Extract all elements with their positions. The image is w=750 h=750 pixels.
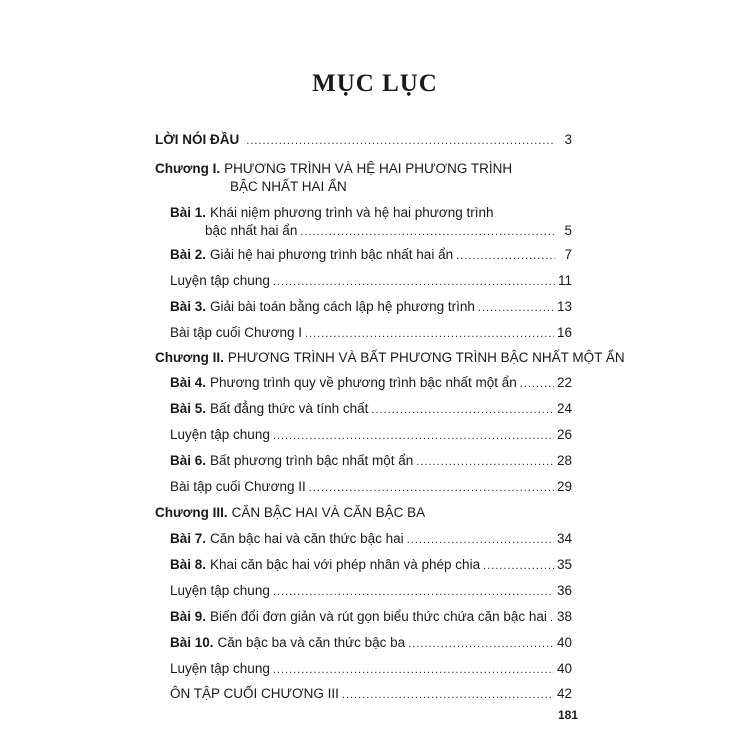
dot-leader <box>407 529 554 551</box>
entry-label: Bài 9. <box>170 609 207 624</box>
toc-entry[interactable] <box>170 632 572 654</box>
entry-page: 28 <box>556 453 572 468</box>
entry-text: Giải bài toán bằng cách lập hệ phương trình <box>210 299 475 314</box>
chapter-label: Chương III. <box>155 505 228 520</box>
toc-entry[interactable] <box>170 476 572 498</box>
entry-text: Căn bậc ba và căn thức bậc ba <box>217 635 406 650</box>
chapter-label: Chương II. <box>155 350 224 365</box>
entry-label: Bài 7. <box>170 531 207 546</box>
entry-page: 29 <box>556 479 572 494</box>
entry-page: 42 <box>556 686 572 701</box>
dot-leader <box>305 323 554 345</box>
toc-entry[interactable] <box>170 528 572 550</box>
entry-text: Phương trình quy về phương trình bậc nhất một ẩn <box>210 375 517 390</box>
entry-label: Bài 2. <box>170 247 207 262</box>
entry-page: 22 <box>556 375 572 390</box>
dot-leader <box>273 659 554 681</box>
entry-page: 38 <box>556 609 572 624</box>
toc-entry[interactable] <box>170 398 572 420</box>
entry-text: bậc nhất hai ẩn <box>205 223 298 238</box>
dot-leader <box>273 581 554 603</box>
entry-page: 16 <box>556 325 572 340</box>
entry-label: LỜI NÓI ĐẦU <box>155 132 240 147</box>
entry-text: Luyện tập chung <box>170 661 270 676</box>
dot-leader <box>456 245 555 267</box>
chapter-title: PHƯƠNG TRÌNH VÀ BẤT PHƯƠNG TRÌNH BẬC NHẤT MỘT ẨN <box>227 350 625 365</box>
toc-entry[interactable] <box>155 129 572 151</box>
dot-leader <box>416 451 554 473</box>
dot-leader <box>342 684 554 706</box>
toc-entry[interactable] <box>170 322 572 344</box>
entry-text: Khái niệm phương trình và hệ hai phương trình <box>210 205 494 220</box>
entry-text: Bất đẳng thức và tính chất <box>210 401 369 416</box>
dot-leader <box>300 221 555 243</box>
toc-entry[interactable] <box>170 683 572 705</box>
entry-text: Bài tập cuối Chương II <box>170 479 306 494</box>
toc-entry[interactable] <box>170 658 572 680</box>
toc-entry[interactable] <box>170 372 572 394</box>
entry-page: 11 <box>557 273 572 288</box>
chapter-title: PHƯƠNG TRÌNH VÀ HỆ HAI PHƯƠNG TRÌNH <box>224 161 513 176</box>
chapter-heading[interactable] <box>155 347 625 369</box>
entry-text: Luyện tập chung <box>170 583 270 598</box>
entry-page: 35 <box>556 557 572 572</box>
toc-entry[interactable] <box>170 296 572 318</box>
dot-leader <box>309 477 554 499</box>
entry-text: Giải hệ hai phương trình bậc nhất hai ẩn <box>210 247 454 262</box>
page-number: 181 <box>557 708 578 722</box>
toc-entry[interactable] <box>170 580 572 602</box>
entry-text: ÔN TẬP CUỐI CHƯƠNG III <box>170 686 339 701</box>
entry-page: 24 <box>556 401 572 416</box>
entry-label: Bài 6. <box>170 453 207 468</box>
chapter-title: CĂN BẬC HAI VÀ CĂN BẬC BA <box>231 505 426 520</box>
dot-leader <box>246 130 555 152</box>
entry-label: Bài 10. <box>170 635 214 650</box>
entry-text: Khai căn bậc hai với phép nhân và phép chia <box>210 557 481 572</box>
toc-entry[interactable] <box>170 554 572 576</box>
entry-page: 26 <box>556 427 572 442</box>
chapter-label: Chương I. <box>155 161 221 176</box>
dot-leader <box>408 633 554 655</box>
entry-page: 40 <box>556 635 572 650</box>
entry-page: 3 <box>564 132 572 147</box>
chapter-title-cont: BẬC NHẤT HAI ẨN <box>230 179 347 194</box>
entry-text: Luyện tập chung <box>170 273 270 288</box>
toc-entry[interactable] <box>170 424 572 446</box>
entry-page: 13 <box>556 299 572 314</box>
toc-entry[interactable] <box>170 450 572 472</box>
dot-leader <box>273 425 554 447</box>
dot-leader <box>273 271 555 293</box>
toc-entry[interactable] <box>170 606 572 628</box>
dot-leader <box>483 555 554 577</box>
entry-text: Bài tập cuối Chương I <box>170 325 302 340</box>
dot-leader <box>520 373 554 395</box>
entry-label: Bài 1. <box>170 205 207 220</box>
dot-leader <box>371 399 554 421</box>
entry-page: 40 <box>556 661 572 676</box>
entry-label: Bài 5. <box>170 401 207 416</box>
entry-page: 36 <box>556 583 572 598</box>
toc-entry[interactable] <box>170 270 572 292</box>
entry-text: Căn bậc hai và căn thức bậc hai <box>210 531 404 546</box>
dot-leader <box>550 607 554 629</box>
entry-text: Bất phương trình bậc nhất một ẩn <box>210 453 414 468</box>
toc-entry[interactable] <box>170 244 572 266</box>
toc-entry-cont[interactable] <box>205 220 572 242</box>
entry-text: Luyện tập chung <box>170 427 270 442</box>
entry-label: Bài 3. <box>170 299 207 314</box>
entry-page: 5 <box>564 223 572 238</box>
entry-label: Bài 4. <box>170 375 207 390</box>
chapter-heading-cont <box>230 176 347 198</box>
entry-page: 7 <box>564 247 572 262</box>
entry-page: 34 <box>556 531 572 546</box>
chapter-heading[interactable] <box>155 502 425 524</box>
page-title: MỤC LỤC <box>312 70 438 97</box>
dot-leader <box>478 297 554 319</box>
entry-label: Bài 8. <box>170 557 207 572</box>
entry-text: Biến đổi đơn giản và rút gọn biểu thức chứa căn bậc hai <box>210 609 547 624</box>
